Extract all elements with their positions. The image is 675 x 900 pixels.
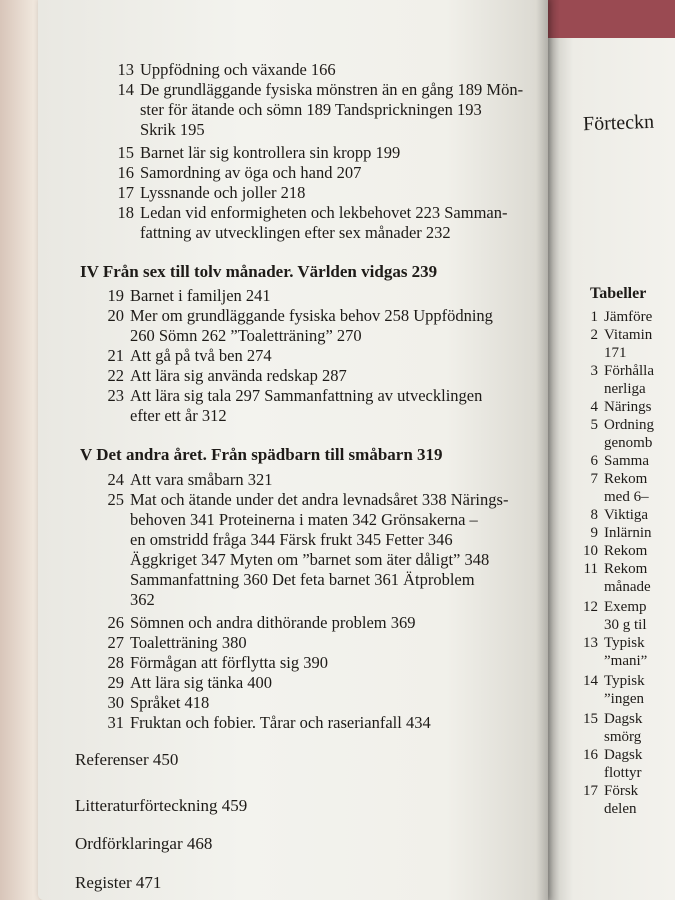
table-list-item [578, 488, 675, 506]
table-list-number: 17 [583, 783, 598, 799]
table-list-text: Försk [604, 783, 639, 799]
table-list-item [578, 764, 675, 782]
toc-entry-number: 16 [117, 163, 134, 182]
toc-entry-text: Samordning av öga och hand 207 [140, 163, 362, 182]
toc-entry-number: 26 [107, 613, 124, 632]
toc-entry-number: 20 [107, 306, 124, 325]
toc-entry-number: 15 [117, 143, 134, 162]
toc-entry-number: 30 [107, 693, 124, 712]
table-list-number: 13 [583, 635, 598, 651]
back-matter-entry: Litteraturförteckning 459 [75, 796, 248, 815]
table-list-text: Typisk [604, 673, 645, 689]
table-list-text: Förhålla [604, 363, 654, 379]
table-list-text: 171 [604, 345, 627, 361]
toc-entry-number: 19 [107, 286, 124, 305]
table-list-number: 12 [583, 599, 598, 615]
table-list-text: ”ingen [604, 691, 644, 707]
toc-entry-number: 27 [107, 633, 124, 652]
book-gutter [536, 0, 560, 900]
table-list-item [578, 800, 675, 818]
table-list-item [578, 728, 675, 746]
toc-entry-number: 18 [117, 203, 134, 222]
table-list-text: Dagsk [604, 711, 643, 727]
table-list-text: månade [604, 579, 651, 595]
table-list-text: Samma [604, 453, 649, 469]
table-list-text: Närings [604, 399, 652, 415]
toc-entry-text: Att lära sig tala 297 Sammanfattning av utvecklingen [130, 386, 483, 405]
section-heading: IV Från sex till tolv månader. Världen vidgas 239 [80, 262, 438, 281]
toc-entry-text: efter ett år 312 [130, 406, 227, 425]
table-list-number: 15 [583, 711, 598, 727]
toc-entry [100, 366, 347, 386]
table-list-item [578, 326, 675, 344]
right-page-title: Förteckn [582, 110, 655, 136]
toc-entry-number: 28 [107, 653, 124, 672]
table-list-text: flottyr [604, 765, 642, 781]
toc-entry [100, 633, 247, 653]
toc-entry-text: 362 [130, 590, 155, 609]
table-list-text: Rekom [604, 543, 648, 559]
toc-entry-number: 21 [107, 346, 124, 365]
table-list-item [578, 452, 675, 470]
table-list-text: Rekom [604, 561, 648, 577]
table-list-text: delen [604, 801, 637, 817]
toc-entry [100, 613, 415, 633]
table-list-number: 1 [590, 309, 598, 325]
table-list-item [578, 690, 675, 708]
toc-entry-text: Lyssnande och joller 218 [140, 183, 306, 202]
table-list-text: Jämföre [604, 309, 653, 325]
table-list-item [578, 710, 675, 728]
toc-entry [100, 693, 209, 713]
toc-entry-text: Skrik 195 [140, 120, 205, 139]
toc-entry [100, 590, 155, 610]
back-matter-entry: Register 471 [75, 873, 162, 892]
toc-entry [100, 406, 227, 426]
table-list-text: med 6– [604, 489, 649, 505]
table-list-text: smörg [604, 729, 642, 745]
toc-entry-text: Mat och ätande under det andra levnadsåret 338 Närings- [130, 490, 509, 509]
table-list-text: nerliga [604, 381, 646, 397]
table-list-number: 3 [590, 363, 598, 379]
table-list-number: 9 [590, 525, 598, 541]
toc-entry [110, 163, 361, 183]
table-list-text: Vitamin [604, 327, 653, 343]
toc-entry [100, 306, 493, 326]
toc-entry [100, 346, 272, 366]
section-heading: V Det andra året. Från spädbarn till småbarn 319 [80, 445, 443, 464]
table-list-number: 14 [583, 673, 598, 689]
toc-entry [100, 326, 362, 346]
toc-entry [100, 673, 272, 693]
toc-entry-text: Att gå på två ben 274 [130, 346, 272, 365]
toc-entry-text: Att lära sig använda redskap 287 [130, 366, 347, 385]
table-list-text: Inlärnin [604, 525, 652, 541]
toc-entry-number: 29 [107, 673, 124, 692]
toc-entry [100, 510, 478, 530]
toc-entry-text: 260 Sömn 262 ”Toaletträning” 270 [130, 326, 362, 345]
table-list-item [578, 616, 675, 634]
table-list-text: Ordning [604, 417, 654, 433]
back-matter-entry: Referenser 450 [75, 750, 179, 769]
toc-entry [100, 386, 482, 406]
table-list-item [578, 672, 675, 690]
toc-entry-text: Barnet i familjen 241 [130, 286, 271, 305]
table-list-number: 11 [583, 561, 598, 577]
back-matter-entry: Ordförklaringar 468 [75, 834, 213, 853]
toc-entry-text: en omstridd fråga 344 Färsk frukt 345 Fetter 346 [130, 530, 453, 549]
toc-entry [110, 120, 205, 140]
table-list-text: ”mani” [604, 653, 648, 669]
toc-entry-text: Sömnen och andra dithörande problem 369 [130, 613, 416, 632]
toc-entry-number: 23 [107, 386, 124, 405]
table-list-number: 10 [583, 543, 598, 559]
table-list-item [578, 416, 675, 434]
toc-entry-text: Ledan vid enformigheten och lekbehovet 223 Samman- [140, 203, 508, 222]
toc-entry-text: Språket 418 [130, 693, 210, 712]
toc-entry-number: 24 [107, 470, 124, 489]
table-list-item [578, 344, 675, 362]
toc-entry [100, 286, 271, 306]
table-list-item [578, 652, 675, 670]
toc-entry-text: Att lära sig tänka 400 [130, 673, 273, 692]
toc-entry-text: Uppfödning och växande 166 [140, 60, 336, 79]
table-list-item [578, 398, 675, 416]
toc-entry-text: behoven 341 Proteinerna i maten 342 Grönsakerna – [130, 510, 478, 529]
table-list-item [578, 634, 675, 652]
table-list-text: Dagsk [604, 747, 643, 763]
table-list-text: Typisk [604, 635, 645, 651]
table-list-item [578, 542, 675, 560]
toc-entry-number: 17 [117, 183, 134, 202]
table-list-item [578, 434, 675, 452]
toc-entry [110, 100, 482, 120]
toc-entry [110, 60, 336, 80]
table-list-item [578, 598, 675, 616]
table-list-text: Viktiga [604, 507, 649, 523]
toc-entry-number: 13 [117, 60, 134, 79]
table-list-text: Exemp [604, 599, 647, 615]
toc-entry [100, 470, 273, 490]
table-list-item [578, 506, 675, 524]
toc-entry [110, 223, 451, 243]
table-list-number: 6 [590, 453, 598, 469]
table-list-item [578, 380, 675, 398]
table-list-number: 5 [590, 417, 598, 433]
toc-entry [110, 203, 507, 223]
toc-entry [100, 653, 328, 673]
toc-entry [110, 143, 400, 163]
table-list-item [578, 308, 675, 326]
toc-entry [110, 80, 523, 100]
table-list-number: 7 [590, 471, 598, 487]
toc-entry-text: Barnet lär sig kontrollera sin kropp 199 [140, 143, 401, 162]
toc-entry-text: Att vara småbarn 321 [130, 470, 273, 489]
table-list-number: 16 [583, 747, 598, 763]
toc-entry-text: Toaletträning 380 [130, 633, 247, 652]
toc-entry-text: ster för ätande och sömn 189 Tandsprickningen 193 [140, 100, 482, 119]
toc-entry-text: Äggkriget 347 Myten om ”barnet som äter dåligt” 348 [130, 550, 490, 569]
table-list-text: 30 g til [604, 617, 647, 633]
table-list-item [578, 782, 675, 800]
toc-entry [100, 713, 431, 733]
toc-entry [100, 570, 475, 590]
table-list-text: Rekom [604, 471, 648, 487]
toc-entry [100, 550, 489, 570]
table-list-number: 8 [590, 507, 598, 523]
toc-entry-text: Förmågan att förflytta sig 390 [130, 653, 328, 672]
table-list-item [578, 470, 675, 488]
toc-entry [100, 530, 453, 550]
toc-entry-text: Fruktan och fobier. Tårar och raserianfall 434 [130, 713, 431, 732]
toc-entry [110, 183, 305, 203]
table-list-item [578, 560, 675, 578]
toc-entry-number: 22 [107, 366, 124, 385]
toc-entry-text: Sammanfattning 360 Det feta barnet 361 Ätproblem [130, 570, 475, 589]
table-list-number: 2 [590, 327, 598, 343]
table-list-number: 4 [590, 399, 598, 415]
table-list-item [578, 524, 675, 542]
table-list-item [578, 362, 675, 380]
toc-entry-number: 25 [107, 490, 124, 509]
toc-entry-text: fattning av utvecklingen efter sex månader 232 [140, 223, 451, 242]
toc-entry-text: Mer om grundläggande fysiska behov 258 Uppfödning [130, 306, 493, 325]
table-list-item [578, 746, 675, 764]
toc-entry-number: 31 [107, 713, 124, 732]
tables-heading: Tabeller [590, 285, 647, 302]
toc-entry-number: 14 [117, 80, 134, 99]
toc-entry [100, 490, 508, 510]
table-list-text: genomb [604, 435, 653, 451]
toc-entry-text: De grundläggande fysiska mönstren än en gång 189 Mön- [140, 80, 524, 99]
table-list-item [578, 578, 675, 596]
